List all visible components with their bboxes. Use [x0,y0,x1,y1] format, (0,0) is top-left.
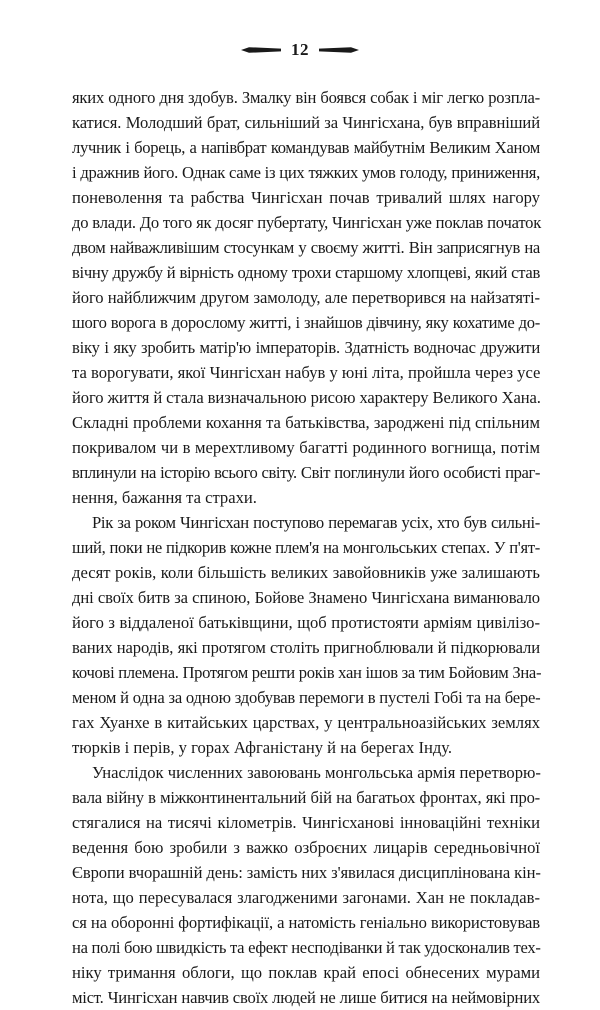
paragraph [72,85,540,510]
text-line: ваних народів, які протягом століть пригноблювали й підкорювали [72,638,540,657]
text-line: до влади. До того як досяг пубертату, Чингісхан уже поклав початок [72,213,542,232]
text-line: поневолення та рабства Чингісхан почав тривалий шлях нагору [72,188,540,207]
text-line: дні своїх битв за спиною, Бойове Знамено Чингісхана виманювало [72,588,540,607]
text-line: ведення бою зробили з важко озброєних лицарів середньовічної [72,838,540,857]
text-line: двом найважливішим стосункам у своєму житті. Він заприсягнув на [72,238,540,257]
text-line: яких одного дня здобув. Змалку він боявся собак і міг легко розпла- [72,88,540,107]
text-line: Складні проблеми кохання та батьківства, зароджені під спільним [72,413,540,432]
text-line: ший, поки не підкорив кожне плем'я на монгольських степах. У п'ят- [72,538,540,557]
text-line: ся на оборонні фортифікації, а натомість геніально використовував [72,913,540,932]
right-ornament-icon [319,45,359,55]
text-line: десят років, коли більшість великих завойовників уже залишають [72,563,540,582]
text-line: стягалися на тисячі кілометрів. Чингісханові інноваційні техніки [72,813,540,832]
text-line: катися. Молодший брат, сильніший за Чингісхана, був вправніший [72,113,540,132]
text-line: його найближчим другом замолоду, але перетворився на найзатяті- [72,288,540,307]
paragraph [72,510,540,760]
text-line: тюрків і перів, у горах Афганістану й на берегах Інду. [72,738,453,757]
text-line: нота, що пересувалася злагодженими загонами. Хан не покладав- [72,888,540,907]
text-line: шого ворога в дорослому житті, і знайшов дівчину, яку кохатиме до- [72,313,540,332]
text-line: нення, бажання та страхи. [72,488,257,507]
text-line: Унаслідок численних завоювань монгольська армія перетворю- [92,763,541,782]
left-ornament-icon [241,45,281,55]
text-line: вічну дружбу й вірність одному трохи старшому хлопцеві, який став [72,263,540,282]
page-header [0,38,600,62]
text-line: вала війну в міжконтинентальний бій на багатьох фронтах, які про- [72,788,540,807]
text-line: вплинули на історію всього світу. Світ поглинули його особисті праг- [72,463,540,482]
text-line: меном й одна за одною здобував перемоги в пустелі Гобі та на бере- [72,688,541,707]
text-line: кочові племена. Протягом решти років хан ішов за тим Бойовим Зна- [72,663,542,682]
text-line: його життя й стала визначальною рисою характеру Великого Хана. [72,388,541,407]
text-line: і дражнив його. Однак саме із цих тяжких умов голоду, приниження, [72,163,540,182]
text-line: його з віддаленої батьківщини, щоб протистояти арміям цивілізо- [72,613,540,632]
text-line: на полі бою швидкість та ефект несподіванки й так удосконалив тех- [72,938,541,957]
paragraph [72,760,540,1010]
body-text [72,85,540,1010]
text-line: лучник і борець, а напівбрат командував майбутнім Великим Ханом [72,138,540,157]
text-line: міст. Чингісхан навчив своїх людей не лише битися на неймовірних [72,988,540,1007]
page-number: 12 [291,40,309,59]
text-line: та ворогувати, якої Чингісхан набув у юні літа, пройшла через усе [72,363,541,382]
text-line: віку і яку зробить матір'ю імператорів. Здатність водночас дружити [72,338,540,357]
text-line: гах Хуанхе в китайських царствах, у центральноазійських землях [72,713,540,732]
text-line: Європи вчорашній день: замість них з'явилася дисциплінована кін- [72,863,541,882]
text-line: ніку тримання облоги, що поклав край епосі обнесених мурами [72,963,540,982]
text-line: покривалом чи в мерехтливому багатті родинного вогнища, потім [72,438,540,457]
text-line: Рік за роком Чингісхан поступово перемагав усіх, хто був сильні- [92,513,540,532]
